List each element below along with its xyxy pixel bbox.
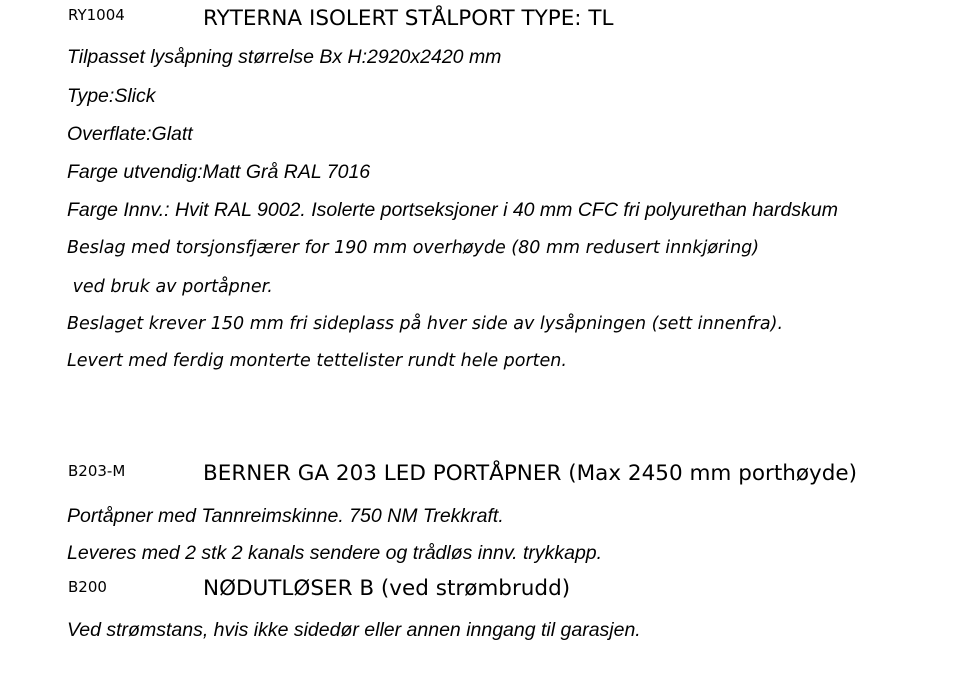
spec-line-remotes: Leveres med 2 stk 2 kanals sendere og trådløs innv. trykkapp.	[67, 542, 603, 564]
product-code: RY1004	[68, 6, 125, 24]
spec-line-size: Tilpasset lysåpning størrelse Bx H:2920x2420 mm	[67, 46, 502, 68]
spec-line-interior-color: Farge Innv.: Hvit RAL 9002. Isolerte portseksjoner i 40 mm CFC fri polyurethan hardskum	[67, 199, 838, 221]
product-heading: NØDUTLØSER B (ved strømbrudd)	[203, 576, 571, 601]
spec-line-fittings: Beslag med torsjonsfjærer for 190 mm overhøyde (80 mm redusert innkjøring)	[67, 238, 760, 258]
product-code: B203-M	[68, 462, 126, 480]
product-heading: BERNER GA 203 LED PORTÅPNER (Max 2450 mm porthøyde)	[203, 461, 858, 486]
product-code: B200	[68, 578, 107, 596]
spec-line-opener-use: ved bruk av portåpner.	[67, 277, 273, 297]
spec-line-rail: Portåpner med Tannreimskinne. 750 NM Trekkraft.	[67, 505, 504, 527]
spec-line-power-outage: Ved strømstans, hvis ikke sidedør eller annen inngang til garasjen.	[67, 619, 641, 641]
spec-line-side-space: Beslaget krever 150 mm fri sideplass på hver side av lysåpningen (sett innenfra).	[67, 314, 784, 334]
spec-line-seals: Levert med ferdig monterte tettelister rundt hele porten.	[67, 351, 567, 371]
spec-line-type: Type:Slick	[67, 85, 156, 107]
spec-line-surface: Overflate:Glatt	[67, 123, 193, 145]
product-heading: RYTERNA ISOLERT STÅLPORT TYPE: TL	[203, 6, 614, 31]
spec-line-exterior-color: Farge utvendig:Matt Grå RAL 7016	[67, 161, 371, 183]
